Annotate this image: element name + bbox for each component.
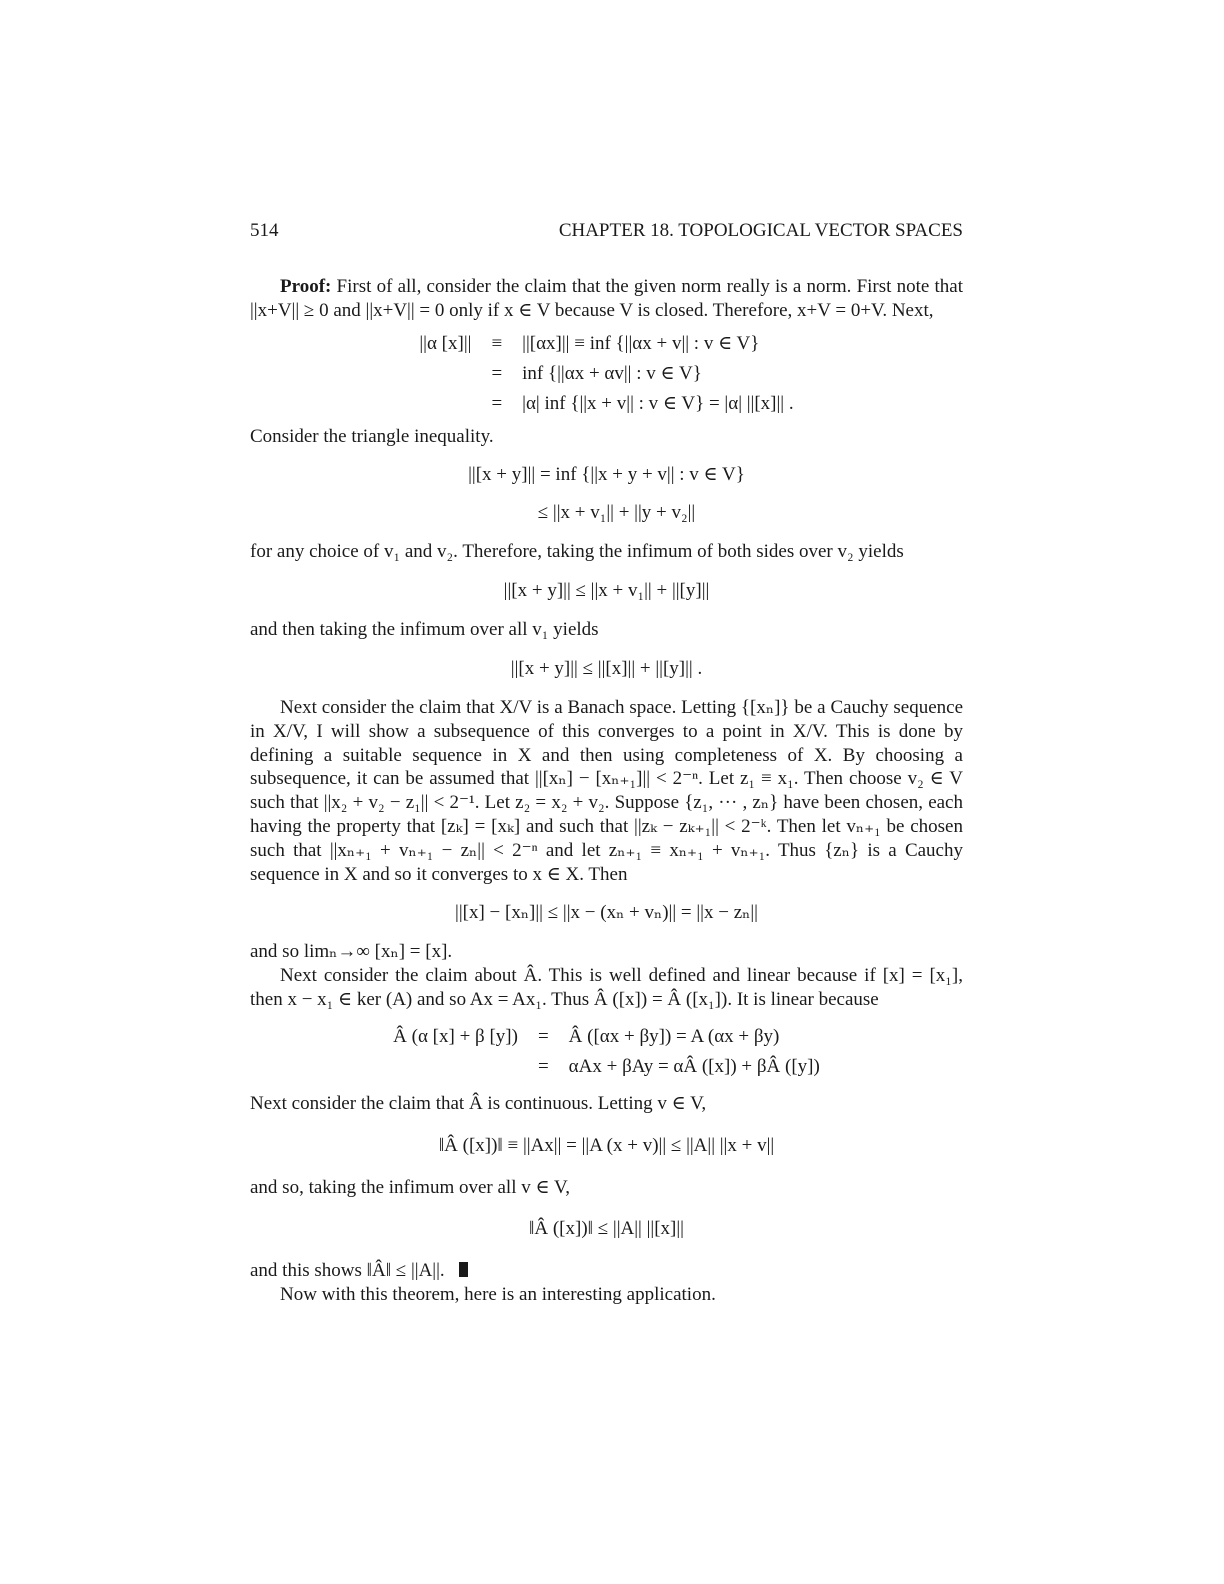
eq-rel: =: [537, 1055, 549, 1077]
eq-rel: =: [491, 362, 503, 384]
proof-paragraph-1: [250, 275, 963, 323]
eq-rel: =: [491, 392, 503, 414]
paragraph-continuous: Next consider the claim that Â is continuous. Letting v ∈ V,: [250, 1092, 707, 1114]
eq-rhs: |α| inf {||x + v|| : v ∈ V} = |α| ||[x]|| .: [522, 392, 794, 414]
paragraph-infimum-v1: and then taking the infimum over all v₁ yields: [250, 619, 599, 641]
eq-rhs: ||[αx]|| ≡ inf {||αx + v|| : v ∈ V}: [522, 332, 760, 354]
eq-line: ||[x + y]|| = inf {||x + y + v|| : v ∈ V}: [468, 464, 745, 486]
paragraph-a-hat: Next consider the claim about Â. This is well defined and linear because if [x] = [x₁], then x − x₁ ∈ ker (A) and so Ax = Ax₁. Thus Â ([x]) = Â ([x₁]). It is linear because: [250, 965, 963, 1010]
paragraph-application: Now with this theorem, here is an interesting application.: [280, 1284, 716, 1306]
paragraph-infimum-all: and so, taking the infimum over all v ∈ V,: [250, 1176, 570, 1198]
equation-linear: [250, 1012, 963, 1092]
proof-body: [250, 275, 963, 1307]
eq-rel: ≡: [491, 332, 503, 354]
eq-rhs: αAx + βAy = αÂ ([x]) + βÂ ([y]): [568, 1055, 820, 1077]
equation-scalar: [250, 323, 963, 425]
chapter-title: CHAPTER 18. TOPOLOGICAL VECTOR SPACES: [558, 220, 963, 241]
equation-convergence: ||[x] − [xₙ]|| ≤ ||x − (xₙ + vₙ)|| = ||x − zₙ||: [455, 902, 758, 924]
eq-rel: =: [537, 1025, 549, 1047]
equation-bound: ‖Â ([x])‖ ≤ ||A|| ||[x]||: [529, 1218, 684, 1240]
paragraph-triangle: Consider the triangle inequality.: [250, 425, 494, 447]
qed-symbol: [459, 1262, 468, 1277]
eq-lhs-empty: [419, 389, 471, 419]
equation-continuity: ‖Â ([x])‖ ≡ ||Ax|| = ||A (x + v)|| ≤ ||A|| ||x + v||: [438, 1134, 775, 1156]
eq-line: ≤ ||x + v₁|| + ||y + v₂||: [537, 502, 696, 524]
eq-lhs: ||α [x]||: [419, 332, 472, 354]
proof-label: Proof:: [280, 276, 332, 297]
page-number: 514: [250, 220, 279, 241]
equation-triangle: [250, 456, 963, 532]
eq-lhs: Â (α [x] + β [y]): [393, 1025, 518, 1047]
paragraph-infimum-v2: for any choice of v₁ and v₂. Therefore, taking the infimum of both sides over v₂ yields: [250, 541, 904, 563]
eq-rhs: inf {||αx + αv|| : v ∈ V}: [522, 362, 702, 384]
equation-infimum-v1: ||[x + y]|| ≤ ||[x]|| + ||[y]|| .: [510, 657, 703, 679]
paragraph-shows: [250, 1259, 963, 1283]
paragraph-banach: Next consider the claim that X/V is a Banach space. Letting {[xₙ]} be a Cauchy sequence in X/V, I will show a subsequence of this converges to a point in X/V. This is done by defining a suitable sequence in X and then using completeness of X. By choosing a subsequence, it can be assumed that ||[xₙ] − [xₙ₊₁]|| < 2⁻ⁿ. Let z₁ ≡ x₁. Then choose v₂ ∈ V such that ||x₂ + v₂ − z₁|| < 2⁻¹. Let z₂ = x₂ + v₂. Suppose {z₁, ··· , zₙ} have been chosen, each having the property that [zₖ] = [xₖ] and such that ||zₖ − zₖ₊₁|| < 2⁻ᵏ. Then let vₙ₊₁ be chosen such that ||xₙ₊₁ + vₙ₊₁ − zₙ|| < 2⁻ⁿ and let zₙ₊₁ ≡ xₙ₊₁ + vₙ₊₁. Thus {zₙ} is a Cauchy sequence in X and so it converges to x ∈ X. Then: [250, 696, 963, 885]
running-header: [250, 220, 963, 242]
paragraph-text: and this shows ‖Â‖ ≤ ||A||.: [250, 1260, 445, 1282]
equation-infimum-v2: ||[x + y]|| ≤ ||x + v₁|| + ||[y]||: [503, 580, 710, 602]
eq-lhs-empty: [393, 1052, 518, 1082]
paragraph-text: First of all, consider the claim that the given norm really is a norm. First note that ||x+V|| ≥ 0 and ||x+V|| = 0 only if x ∈ V because V is closed. Therefore, x+V = 0+V. Next,: [250, 276, 963, 321]
eq-rhs: Â ([αx + βy]) = A (αx + βy): [568, 1025, 780, 1047]
eq-lhs-empty: [419, 359, 471, 389]
paragraph-limit: and so limₙ→∞ [xₙ] = [x].: [250, 941, 453, 963]
